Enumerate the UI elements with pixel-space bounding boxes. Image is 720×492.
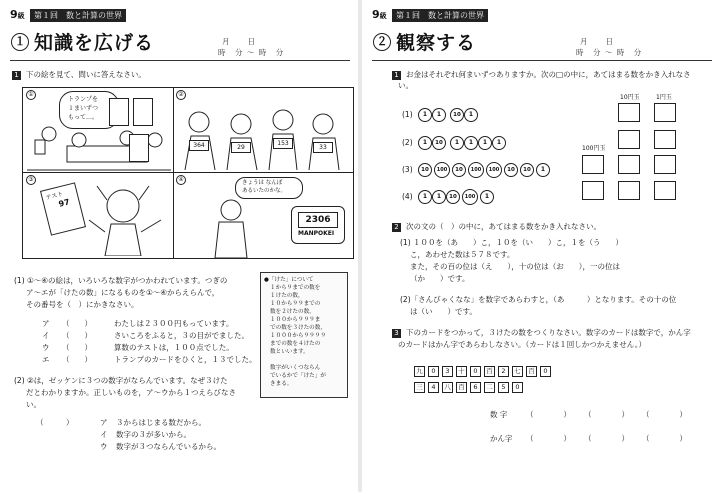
speech-bubble: トランプを １まいずつ もって…。 [59,91,119,129]
q2-item-text: 数字の３が多いから。 [116,430,191,439]
question-2-line: (2) ②は，ゼッケンに３つの数字がならんでいます。なぜ３けた [14,376,228,385]
question-2-line: (2)「さんびゃくなな」を数字であらわすと，（あ ）となります。その十の位 [400,295,677,304]
number-card: 百 [484,366,495,377]
q1-item-text: わたしは２３００円もっています。 [114,319,234,328]
panel-number: ② [176,90,186,100]
answer-box-1yen[interactable] [654,130,676,149]
answer-paren[interactable]: （ ） [62,319,92,328]
illustration-grid [22,87,354,259]
lesson-tag: 第１回 数と計算の世界 [392,9,488,22]
row-label: (3) [402,165,413,174]
section-number: 3 [392,329,401,338]
answer-slot[interactable]: （ ） [642,434,687,443]
answer-box-1yen[interactable] [654,181,676,200]
question-1-line: また，その百の位は（え ），十の位は（お ），一の位は [410,262,620,271]
section-instruction: のカードはかん字であらわしなさい。（カードは１回しかつかえません。） [398,340,646,349]
title-rule [372,60,712,61]
coin-1yen: 1 [492,136,506,150]
race-bib: 33 [313,142,333,153]
grade-badge: 9級 [10,8,25,21]
child-illustration [83,180,171,256]
race-bib: 29 [231,142,251,153]
coin-1yen: 1 [418,108,432,122]
coin-1yen: 1 [418,136,432,150]
answer-slot[interactable]: （ ） [584,410,629,419]
answer-box-10yen[interactable] [618,155,640,174]
left-page [4,0,356,492]
row-label: (4) [402,192,413,201]
answer-box-1yen[interactable] [654,103,676,122]
number-card: 百 [456,382,467,393]
lesson-number: ２ [373,33,391,51]
question-1-line: (1) １００を（あ ）こ，１０を（い ）こ，１を（う ） [400,238,624,247]
runners-illustration [179,106,349,170]
grade-badge: 9級 [372,8,387,21]
q2-item-label: イ [100,430,108,439]
question-2-line: い。 [26,400,41,409]
number-card: 3 [442,366,453,377]
title-rule [10,60,350,61]
playing-card [109,98,129,126]
coin-100yen: 100 [468,162,484,178]
answer-label-digits: 数 字 [490,410,508,419]
question-1-line: （か ）です。 [410,274,470,283]
right-page [366,0,718,492]
number-card: 2 [498,366,509,377]
q1-item-label: エ [42,355,50,364]
playing-card [129,134,149,162]
coin-1yen: 1 [464,136,478,150]
question-2-line: だとわかりますか。正しいものを，ア～ウから１つえらびなさ [26,388,236,397]
number-card: 九 [414,366,425,377]
coin-1yen: 1 [418,190,432,204]
panel-number: ④ [176,175,186,185]
coin-10yen: 10 [452,163,466,177]
q1-item-text: 算数のテストは，１００点でした。 [114,343,234,352]
coin-10yen: 10 [446,190,460,204]
answer-slot[interactable]: （ ） [642,410,687,419]
number-card: 0 [428,366,439,377]
speech-bubble: きょうは なんぽ あるいたのかな。 [235,177,303,199]
panel-number: ③ [26,175,36,185]
answer-box-1yen[interactable] [654,155,676,174]
answer-slot[interactable]: （ ） [526,410,571,419]
section-instruction: 次の文の（ ）の中に，あてはまる数をかき入れなさい。 [406,222,601,231]
question-2-line: は（い ）です。 [410,307,477,316]
test-paper: テスト 97 [40,182,86,235]
answer-paren[interactable]: （ ） [62,355,92,364]
side-note: ●「けた」について １から９までの数を １けたの数， １０から９９までの 数を２けたの数， １００から９９９ま での数を３けたの数， １０００から９９９９ までの数を４けたの 数といいます。 数字がいくつならん でいるかで「けた」が きまる。 [260,272,348,398]
answer-box-10yen[interactable] [618,103,640,122]
race-bib: 153 [273,138,293,149]
coin-10yen: 10 [432,136,446,150]
coin-1yen: 1 [450,136,464,150]
page-gutter [358,0,362,492]
coin-10yen: 10 [418,163,432,177]
coin-1yen: 1 [480,190,494,204]
number-card: 三 [414,382,425,393]
answer-paren[interactable]: （ ） [36,418,74,427]
q1-item-text: トランプのカードをひくと，１３でした。 [114,355,257,364]
section-instruction: い。 [398,81,413,90]
coin-100yen: 100 [434,162,450,178]
question-1-line: その番号を（ ）にかきなさい。 [26,300,139,309]
section-number: 1 [12,71,21,80]
section-number: 2 [392,223,401,232]
question-1-line: こ，あわせた数は５７８です。 [410,250,515,259]
coin-10yen: 10 [520,163,534,177]
race-bib: 364 [189,140,209,151]
card-game-illustration [27,126,171,172]
answer-paren[interactable]: （ ） [62,343,92,352]
coin-1yen: 1 [432,108,446,122]
number-card: 八 [442,382,453,393]
row-label: (2) [402,138,413,147]
column-header-10yen: 10円玉 [620,94,640,101]
coin-10yen: 10 [450,108,464,122]
number-card: 0 [540,366,551,377]
q1-item-label: ウ [42,343,50,352]
q1-item-text: さいころをふると，３の目がでました。 [114,331,249,340]
answer-label-kanji: かん字 [490,434,513,443]
coin-1yen: 1 [536,163,550,177]
lesson-tag: 第１回 数と計算の世界 [30,9,126,22]
answer-box-10yen[interactable] [618,181,640,200]
q2-item-text: ３からはじまる数だから。 [116,418,206,427]
coin-10yen: 10 [504,163,518,177]
number-card: 七 [512,366,523,377]
number-card: 6 [470,382,481,393]
answer-box-10yen[interactable] [618,130,640,149]
page-title: 観察する [396,32,477,54]
column-header-100yen: 100円玉 [582,145,606,152]
date-line: 月 日 [580,37,614,46]
number-card: 十 [456,366,467,377]
answer-paren[interactable]: （ ） [62,331,92,340]
column-header-1yen: 1円玉 [656,94,672,101]
number-card: 5 [498,382,509,393]
number-card: 百 [526,366,537,377]
time-line: 時 分 ～ 時 分 [576,48,643,57]
number-card: 0 [470,366,481,377]
coin-1yen: 1 [478,136,492,150]
answer-slot[interactable]: （ ） [526,434,571,443]
section-number: 1 [392,71,401,80]
q1-item-label: イ [42,331,50,340]
answer-box-100yen[interactable] [582,155,604,174]
page-title: 知識を広げる [34,32,155,54]
playing-card [133,98,153,126]
coin-100yen: 100 [462,189,478,205]
time-line: 時 分 ～ 時 分 [218,48,285,57]
date-line: 月 日 [222,37,256,46]
answer-slot[interactable]: （ ） [584,434,629,443]
lesson-number: １ [11,33,29,51]
number-card: 二 [484,382,495,393]
number-card: 0 [512,382,523,393]
q2-item-label: ア [100,418,108,427]
question-1-line: (1) ①～④の絵は，いろいろな数字がつかわれています。つぎの [14,276,228,285]
section-instruction: 下のカードをつかって，３けたの数をつくりなさい。数字のカードは数字で，かん字 [406,328,691,337]
q2-item-label: ウ [100,442,108,451]
answer-box-100yen[interactable] [582,181,604,200]
question-1-line: ア～エが「けたの数」になるものを①～④からえらんで， [26,288,220,297]
row-label: (1) [402,110,413,119]
section-instruction: お金はそれぞれ何まいずつありますか。次の□の中に，あてはまる数をかき入れなさ [406,70,691,79]
walker-illustration [201,196,271,258]
q2-item-text: 数字が３つならんでいるから。 [116,442,221,451]
pedometer: 2306 MANPOKEI [291,206,345,244]
q1-item-label: ア [42,319,50,328]
panel-number: ① [26,90,36,100]
coin-100yen: 100 [486,162,502,178]
section-instruction: 下の絵を見て、問いに答えなさい。 [26,70,146,79]
coin-1yen: 1 [432,190,446,204]
coin-1yen: 1 [464,108,478,122]
number-card: 4 [428,382,439,393]
